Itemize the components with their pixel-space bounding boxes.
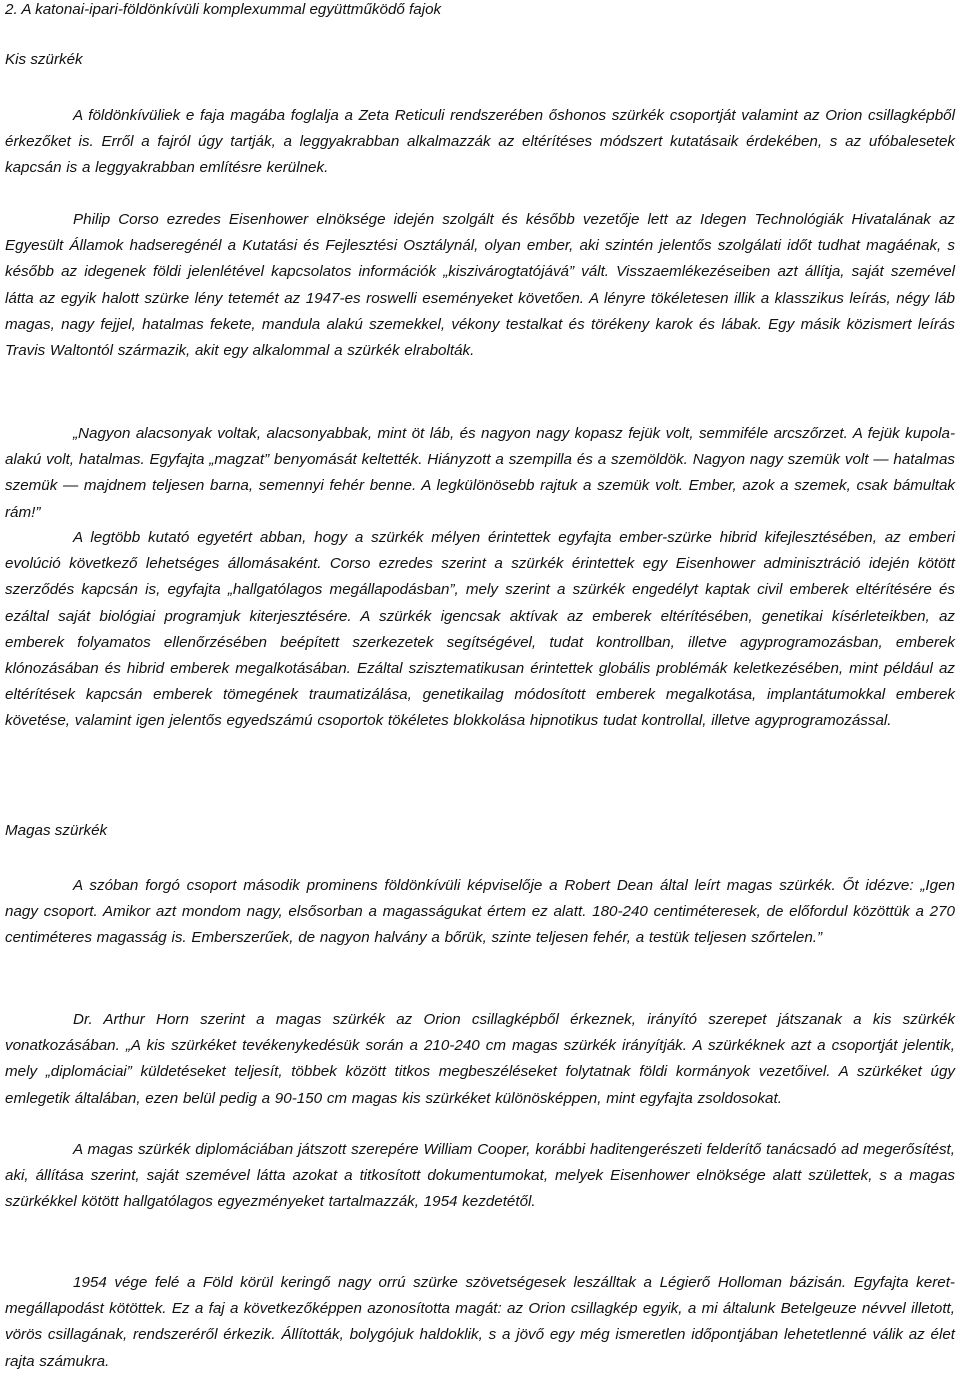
paragraph-corso-testimony: Philip Corso ezredes Eisenhower elnöksége idején szolgált és később vezetője lett az Idegen Technológiák Hivatalának az Egyesült Államok hadseregénél a Kutatási és Fejlesztési Osztálynál, olyan ember, aki szintén jelentős szolgálati időt tudhat magáénak, s később az idegenek földi jelenlétével kapcsolatos információk „kiszivárogtatójává” vált. Visszaemlékezéseiben azt állítja, saját szemével látta az egyik halott szürke lény tetemét az 1947-es roswelli eseményeket követően. A lényre tökéletesen illik a klasszikus leírás, négy láb magas, nagy fejjel, hatalmas fekete, mandula alakú szemekkel, vékony testalkat és törékeny karok és lábak. Egy másik közismert leírás Travis Waltontól származik, akit egy alkalommal a szürkék elrabolták. (5, 211, 955, 360)
paragraph-robert-dean: A szóban forgó csoport második prominens földönkívüli képviselője a Robert Dean által leírt magas szürkék. Őt idézve: „Igen nagy csoport. Amikor azt mondom nagy, elsősorban a magasságukat értem ez alatt. 180-240 centiméteresek, de előfordul közöttük a 270 centiméteres magasság is. Emberszerűek, de nagyon halvány a bőrük, szinte teljesen fehér, a testük teljesen szőrtelen.” (5, 877, 955, 947)
subheading-small-greys: Kis szürkék (5, 51, 83, 68)
paragraph-holloman-landing: 1954 vége felé a Föld körül keringő nagy orrú szürke szövetségesek leszálltak a Légierő Holloman bázisán. Egyfajta keret-megállapodást kötöttek. Ez a faj a következőképpen azonosította magát: az Orion csillagkép egyik, a mi általunk Betelgeuze névvel illetott, vörös csillagának, rendszeréről érkezik. Állították, bolygójuk haldoklik, s a jövő egy még ismeretlen időpontjában lehetetlenné válik az élet rajta számukra. (5, 1274, 955, 1370)
paragraph-william-cooper: A magas szürkék diplomáciában játszott szerepére William Cooper, korábbi haditengerészeti felderítő tanácsadó ad megerősítést, aki, állítása szerint, saját szemével látta azokat a titkosított dokumentumokat, melyek Eisenhower elnöksége alatt születtek, s a magas szürkékkel kötött hallgatólagos egyezményeket tartalmazzák, 1954 kezdetétől. (5, 1141, 955, 1211)
section-title: 2. A katonai-ipari-földönkívüli komplexummal együttműködő fajok (5, 1, 442, 18)
subheading-tall-greys: Magas szürkék (5, 822, 108, 839)
paragraph-arthur-horn: Dr. Arthur Horn szerint a magas szürkék az Orion csillagképből érkeznek, irányító szerepet játszanak a kis szürkék vonatkozásában. „A kis szürkéket tevékenykedésük során a 210-240 cm magas szürkék irányítják. A szürkéknek azt a csoportját jelentik, mely „diplomáciai” küldetéseket teljesít, többek között titkos megbeszéléseket folytatnak földi kormányok vezetőivel. A szürkéket úgy emlegetik általában, ezen belül pedig a 90-150 cm magas kis szürkéket különösképpen, mint egyfajta zsoldosokat. (5, 1011, 955, 1107)
paragraph-hybrid-program: A legtöbb kutató egyetért abban, hogy a szürkék mélyen érintettek egyfajta ember-szürke hibrid kifejlesztésében, az emberi evolúció következő lehetséges állomásaként. Corso ezredes szerint a szürkék érintettek egy Eisenhower adminisztráció idején kötött szerződés kapcsán is, egyfajta „hallgatólagos megállapodásban”, mely szerint a szürkék engedélyt kaptak civil emberek eltérítésére és ezáltal saját biológiai programjuk kiterjesztésére. A szürkék igencsak aktívak az emberek eltérítésében, genetikai kísérleteikben, az emberek folyamatos ellenőrzésében beépített szerkezetek segítségével, tudat kontrollban, illetve agyprogramozásban, emberek klónozásában és hibrid emberek megalkotásában. Ezáltal szisztematikusan érintettek globális problémák keletkezésében, mint például az eltérítések kapcsán emberek tömegének traumatizálása, genetikailag módosított emberek megalkotása, implantátumokkal emberek követése, valamint igen jelentős egyedszámú csoportok tökéletes blokkolása hipnotikus tudat kontrollal, illetve agyprogramozással. (5, 529, 955, 730)
paragraph-small-greys-intro: A földönkívüliek e faja magába foglalja a Zeta Reticuli rendszerében őshonos szürkék csoportját valamint az Orion csillagképből érkezőket is. Erről a fajról úgy tartják, a leggyakrabban alkalmazzák az eltérítéses módszert kutatásaik érdekében, s az ufóbalesetek kapcsán is a leggyakrabban említésre kerülnek. (5, 107, 955, 177)
paragraph-walton-quote: „Nagyon alacsonyak voltak, alacsonyabbak, mint öt láb, és nagyon nagy kopasz fejük volt, semmiféle arcszőrzet. A fejük kupola-alakú volt, hatalmas. Egyfajta „magzat” benyomását keltették. Hiányzott a szempilla és a szemöldök. Nagyon nagy szemük volt — hatalmas szemük — majdnem teljesen barna, semennyi fehér benne. A legkülönösebb rajtuk a szemük volt. Ember, azok a szemek, csak bámultak rám!” (5, 425, 955, 521)
